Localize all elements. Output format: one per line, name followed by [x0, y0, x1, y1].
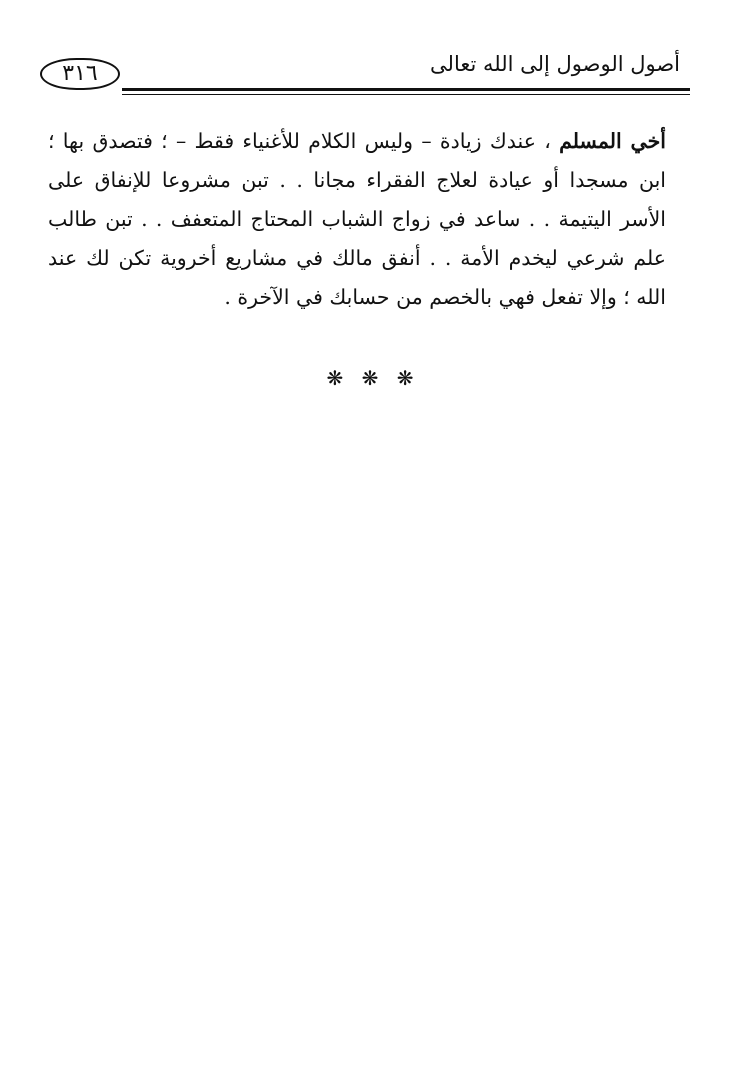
page-header [40, 48, 690, 96]
section-separator: ❋ ❋ ❋ [326, 366, 420, 390]
header-rule-thick [122, 88, 690, 91]
lead-phrase: أخي المسلم [559, 129, 666, 153]
paragraph-text: ، عندك زيادة – وليس الكلام للأغنياء فقط – ؛ فتصدق بها ؛ ابن مسجدا أو عيادة لعلاج الفقراء مجانا . . تبن مشروعا للإنفاق على الأسر اليتيمة . . ساعد في زواج الشباب المحتاج المتعفف . . تبن طالب علم شرعي ليخدم الأمة . . أنفق مالك في مشاريع أخروية تكن لك عند الله ؛ وإلا تفعل فهي بالخصم من حسابك في الآخرة . [48, 129, 666, 309]
page-number: ٣١٦ [40, 58, 120, 90]
running-title: أصول الوصول إلى الله تعالى [430, 52, 680, 76]
body-paragraph [48, 122, 666, 317]
header-rule-thin [122, 94, 690, 95]
